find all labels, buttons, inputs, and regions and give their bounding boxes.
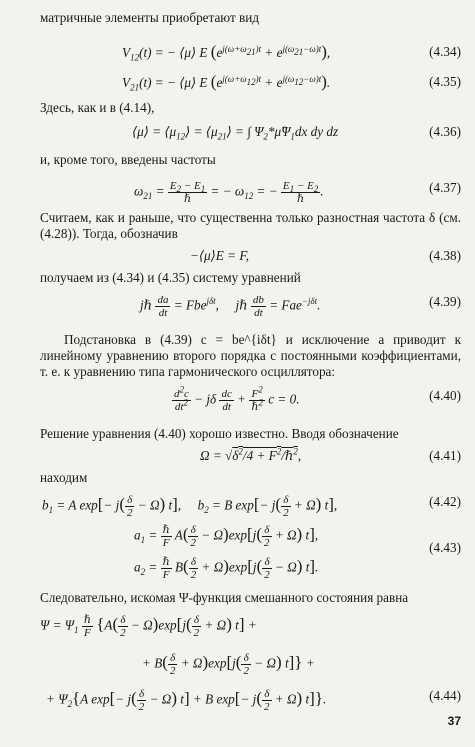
eq-number: (4.35) — [429, 74, 461, 89]
eq-number: (4.42) — [429, 494, 461, 509]
eq-number: (4.38) — [429, 248, 461, 263]
eq-number: (4.37) — [429, 180, 461, 195]
eq-number: (4.34) — [429, 44, 461, 59]
text-line-2: Здесь, как и в (4.14), — [40, 100, 155, 115]
eq-number: (4.41) — [429, 448, 461, 463]
text-line-5: получаем из (4.34) и (4.35) систему уравнений — [40, 270, 301, 285]
text-line-8: находим — [40, 470, 88, 485]
page-number: 37 — [447, 714, 461, 728]
text-line-6: Подстановка в (4.39) c = be^{iδt} и исключение a приводит к линейному уравнению второго порядка с постоянными коэффициентами, т. е. к уравнению типа гармонического осциллятора: — [40, 332, 461, 379]
eq-number: (4.36) — [429, 124, 461, 139]
eq-number: (4.40) — [429, 388, 461, 403]
text-line-3: и, кроме того, введены частоты — [40, 152, 216, 167]
eq-number: (4.39) — [429, 294, 461, 309]
text-line-9: Следовательно, искомая Ψ-функция смешанного состояния равна — [40, 590, 409, 605]
eq-number: (4.44) — [429, 688, 461, 703]
book-page: матричные элементы приобретают вид $V_{12}(t)$ = − ⟨μ⟩ E $(e^{j(\omega+\omega_{21})t} + e^{j(\omega_{21}-\omega)t})$, (4.34) $V_{21}(t)$ = − ⟨μ⟩ E $(e^{j(\omega+\omega_{12})t} + e^{j(\omega_{12}-\omega)t})$. (4.35) Здесь, как и в (4.14), ⟨μ⟩ = $⟨\mu_{12}⟩$ = $⟨\mu_{21}⟩$ = ∫ $\Psi_2*\mû\Psi_1dx$ dy dz (4.36) и, кроме того, введены частоты $\omega_{21}$ = $E_2 - E_1$ ℏ = − $\omega_{12}$ = − $E_1 - E_2$ ℏ . (4.37) Считаем, как и раньше, что существенна только разностная частота δ (см. (4.28)). Тогда, обозначив −⟨μ⟩E = F, (4.38) получаем из (4.34) и (4.35) систему уравнений jℏ $\frac{da}{dt}$ = Fbe$^{j\delta t}$, jℏ $\frac{db}{dt}$ = Fae$^{-j\delta t}$. (4.39) Подстановка в (4.39) c = be^{iδt} и исключение a приводит к линейному уравнению второго порядка с постоянными коэффициентами, т. е. к уравнению типа гармонического осциллятора: $\frac{d^2c}{dt^2}$ − jδ $\frac{dc}{dt}$ + $F^2$ ℏ$^2$ c = 0. (4.40) Решение уравнения (4.40) хорошо известно. Вводя обозначение $\Omega = √\delta^2/4$ + $F^2/\hbar^2$, (4.41) находим $b_1 = A$ exp[− j( $\frac{\delta}{2}$ − Ω) t], $b_2 = B$ exp[− j( $\frac{\delta}{2}$ + Ω) t], (4.42) $a_1$ = ℏ F A( $\frac{\delta}{2}$ − Ω)exp[j( $\frac{\delta}{2}$ + Ω) t], $a_2$ = ℏ F B( $\frac{\delta}{2}$ + Ω)exp[j( $\frac{\delta}{2}$ − Ω) t]. (4.43) Следовательно, искомая Ψ-функция смешанного состояния равна $\Psi = \Psi_1$ ℏ F {A( $\frac{\delta}{2}$ − Ω)exp[j( $\frac{\delta}{2}$ + Ω) t] + + B( $\frac{\delta}{2}$ + Ω)exp[j( $\frac{\delta}{2}$ − Ω) t]} + + $\Psi_2\{A$ exp[− j( $\frac{\delta}{2}$ − Ω) t] + B exp[− j( $\frac{\delta}{2}$ + Ω) t]}. (4.44) 37 — [40, 10, 461, 728]
text-line-7: Решение уравнения (4.40) хорошо известно. Вводя обозначение — [40, 426, 399, 441]
text-line-4: Считаем, как и раньше, что существенна только разностная частота δ (см. (4.28)). Тогда, обозначив — [40, 210, 461, 241]
text-line-1: матричные элементы приобретают вид — [40, 10, 260, 25]
eq-number: (4.43) — [429, 540, 461, 555]
